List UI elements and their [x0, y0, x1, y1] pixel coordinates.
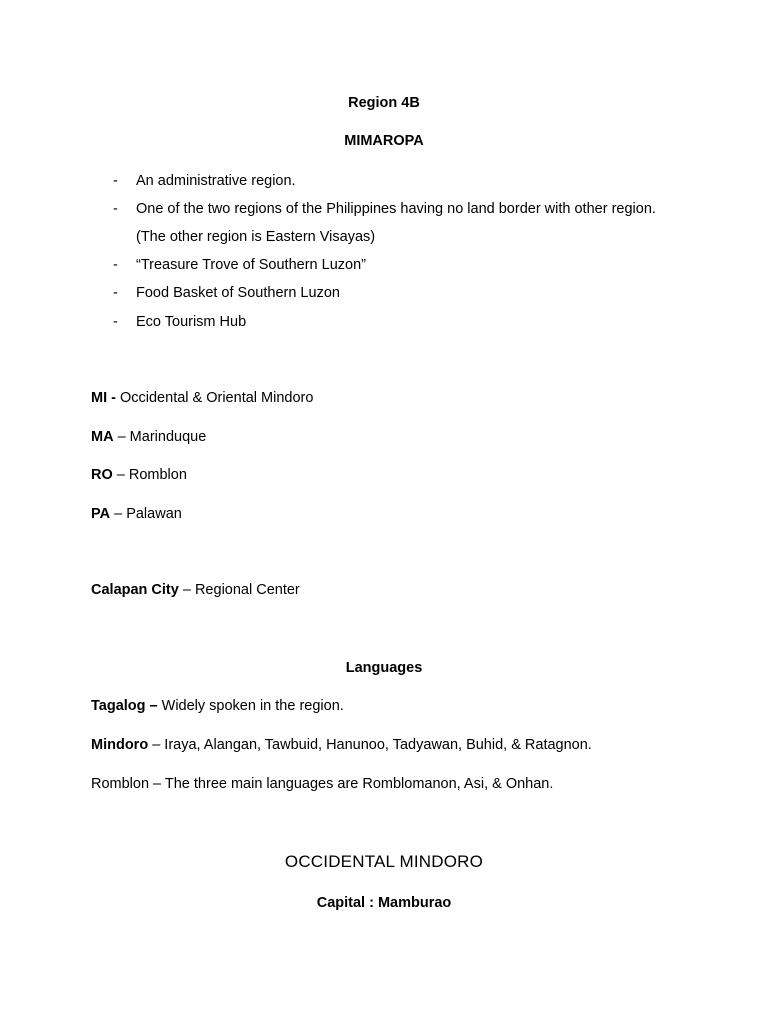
page-title: Region 4B: [348, 95, 420, 111]
language-line: [91, 699, 344, 714]
acronym-line: [91, 391, 313, 406]
language-label: Mindoro: [91, 737, 149, 753]
acronym-meaning: – Marinduque: [113, 429, 207, 445]
acronym-abbr: RO: [91, 467, 113, 483]
acronym-line: [91, 468, 187, 483]
bullet-dash: -: [113, 314, 118, 330]
acronym-line: [91, 430, 206, 445]
page-subtitle: MIMAROPA: [344, 133, 424, 149]
bullet-dash: -: [113, 201, 118, 217]
province-heading: OCCIDENTAL MINDORO: [284, 852, 484, 871]
bullet-item: An administrative region.: [136, 173, 296, 189]
language-label: Tagalog –: [91, 698, 158, 714]
bullet-item: “Treasure Trove of Southern Luzon”: [136, 257, 366, 273]
regional-center-name: Calapan City: [91, 582, 179, 598]
bullet-item-continuation: (The other region is Eastern Visayas): [136, 229, 376, 245]
acronym-line: [91, 507, 182, 522]
regional-center-line: [91, 583, 300, 598]
bullet-item: Food Basket of Southern Luzon: [136, 285, 340, 301]
bullet-dash: -: [113, 173, 118, 189]
bullet-item: Eco Tourism Hub: [136, 314, 247, 330]
bullet-dash: -: [113, 285, 118, 301]
language-description: Widely spoken in the region.: [157, 698, 344, 714]
bullet-item: One of the two regions of the Philippines having no land border with other region.: [136, 201, 656, 217]
acronym-abbr: MI -: [91, 390, 116, 406]
acronym-meaning: – Romblon: [112, 467, 187, 483]
language-description: – Iraya, Alangan, Tawbuid, Hanunoo, Tadyawan, Buhid, & Ratagnon.: [148, 737, 592, 753]
language-description: Romblon – The three main languages are Romblomanon, Asi, & Onhan.: [91, 776, 554, 792]
acronym-meaning: – Palawan: [110, 506, 182, 522]
language-line: [91, 777, 553, 792]
regional-center-label: – Regional Center: [178, 582, 300, 598]
acronym-meaning: Occidental & Oriental Mindoro: [115, 390, 314, 406]
acronym-abbr: PA: [91, 506, 111, 522]
language-line: [91, 738, 592, 753]
acronym-abbr: MA: [91, 429, 114, 445]
province-capital: Capital : Mamburao: [316, 895, 452, 911]
bullet-dash: -: [113, 257, 118, 273]
languages-heading: Languages: [345, 660, 423, 676]
